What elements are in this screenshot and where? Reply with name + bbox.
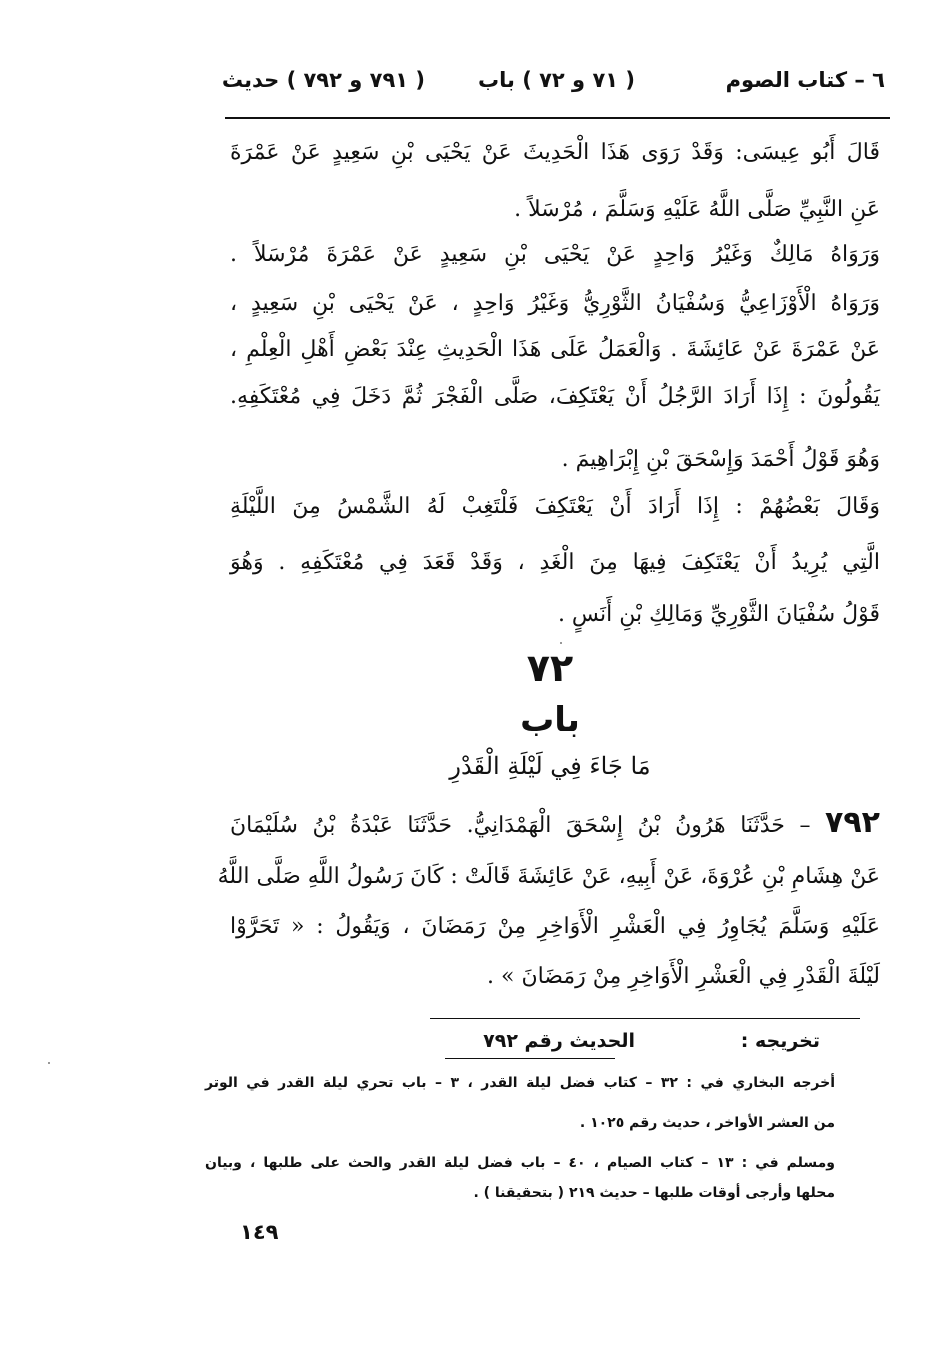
text-line: وَرَوَاهُ مَالِكٌ وَغَيْرُ وَاحِدٍ عَنْ يَحْيَى بْنِ سَعِيدٍ عَنْ عَمْرَةَ مُرْسَلاً . <box>230 242 880 267</box>
header-rule <box>225 117 890 119</box>
hadith-line: عَلَيْهِ وَسَلَّمَ يُجَاوِرُ فِي الْعَشْرِ الْأَوَاخِرِ مِنْ رَمَضَانَ ، وَيَقُولُ : « تَحَرَّوْا <box>230 914 880 939</box>
text-line: وَرَوَاهُ الْأَوْزَاعِيُّ وَسُفْيَانُ الثَّوْرِيُّ وَغَيْرُ وَاحِدٍ ، عَنْ يَحْيَى بْنِ سَعِيدٍ ، <box>230 291 880 316</box>
running-head <box>221 66 885 100</box>
footnote-subtitle-underline <box>445 1058 615 1059</box>
chapter-number: ٧٢ <box>526 646 574 690</box>
footnote-line: ومسلم في : ١٣ – كتاب الصيام ، ٤٠ – باب فضل ليلة القدر والحث على طلبها ، وبيان <box>205 1155 835 1171</box>
chapter-title: مَا جَاءَ فِي لَيْلَةِ الْقَدْرِ <box>449 752 651 780</box>
running-head-hadiths: ( ٧٩١ و ٧٩٢ ) حديث <box>221 68 425 92</box>
footnote-subtitle: الحديث رقم ٧٩٢ <box>483 1030 635 1052</box>
footnote-title: تخريجه : <box>740 1030 820 1052</box>
text-line: يَقُولُونَ : إِذَا أَرَادَ الرَّجُلُ أَنْ يَعْتَكِفَ، صَلَّى الْفَجْرَ ثُمَّ دَخَلَ فِي مُعْتَكَفِهِ. <box>230 384 880 409</box>
footnote-line: أخرجه البخاري في : ٣٢ – كتاب فضل ليلة القدر ، ٣ – باب تحري ليلة القدر في الوتر <box>205 1075 836 1091</box>
page-number: ١٤٩ <box>240 1220 279 1244</box>
running-head-chapters: ( ٧١ و ٧٢ ) باب <box>478 68 635 92</box>
footnote-line: من العشر الأواخر ، حديث رقم ١٠٢٥ . <box>579 1115 835 1131</box>
scan-speck <box>48 1062 50 1064</box>
footnote-rule <box>430 1018 860 1019</box>
text-line: قَوْلُ سُفْيَانَ الثَّوْرِيِّ وَمَالِكِ بْنِ أَنَسٍ . <box>557 602 880 627</box>
scan-speck <box>560 642 562 644</box>
text-line: قَالَ أَبُو عِيسَى: وَقَدْ رَوَى هَذَا الْحَدِيثَ عَنْ يَحْيَى بْنِ سَعِيدٍ عَنْ عَمْرَةَ <box>230 140 880 165</box>
footnote-line: محلها وأرجى أوقات طلبها – حديث ٢١٩ ( بتحقيقنا ) . <box>473 1185 835 1201</box>
hadith-line: لَيْلَةَ الْقَدْرِ فِي الْعَشْرِ الْأَوَاخِرِ مِنْ رَمَضَانَ » . <box>487 964 880 989</box>
chapter-label: باب <box>520 700 580 740</box>
running-head-book: ٦ – كتاب الصوم <box>725 68 885 92</box>
hadith-line: عَنْ هِشَامِ بْنِ عُرْوَةَ، عَنْ أَبِيهِ، عَنْ عَائِشَةَ قَالَتْ : كَانَ رَسُولُ اللَّهِ صَلَّى اللَّهُ <box>217 864 880 889</box>
hadith-text: – حَدَّثَنَا هَرُونُ بْنُ إِسْحَقَ الْهَمْدَانِيُّ. حَدَّثَنَا عَبْدَةُ بْنُ سُلَيْمَانَ <box>230 813 811 838</box>
text-line: عَنِ النَّبِيِّ صَلَّى اللَّهُ عَلَيْهِ وَسَلَّمَ ، مُرْسَلاً . <box>514 197 880 222</box>
text-line: عَنْ عَمْرَةَ عَنْ عَائِشَةَ . وَالْعَمَلُ عَلَى هَذَا الْحَدِيثِ عِنْدَ بَعْضِ أَهْلِ الْعِلْمِ ، <box>230 337 880 362</box>
text-line: الَّتِي يُرِيدُ أَنْ يَعْتَكِفَ فِيهَا مِنَ الْغَدِ ، وَقَدْ قَعَدَ فِي مُعْتَكَفِهِ . وَهُوَ <box>230 550 880 575</box>
text-line: وَهُوَ قَوْلُ أَحْمَدَ وَإِسْحَقَ بْنِ إِبْرَاهِيمَ . <box>561 447 880 472</box>
text-line: وَقَالَ بَعْضُهُمْ : إِذَا أَرَادَ أَنْ يَعْتَكِفَ فَلْتَغِبْ لَهُ الشَّمْسُ مِنَ اللَّيْلَةِ <box>230 494 880 519</box>
hadith-first-line <box>230 805 880 841</box>
hadith-number: ٧٩٢ <box>825 805 880 840</box>
